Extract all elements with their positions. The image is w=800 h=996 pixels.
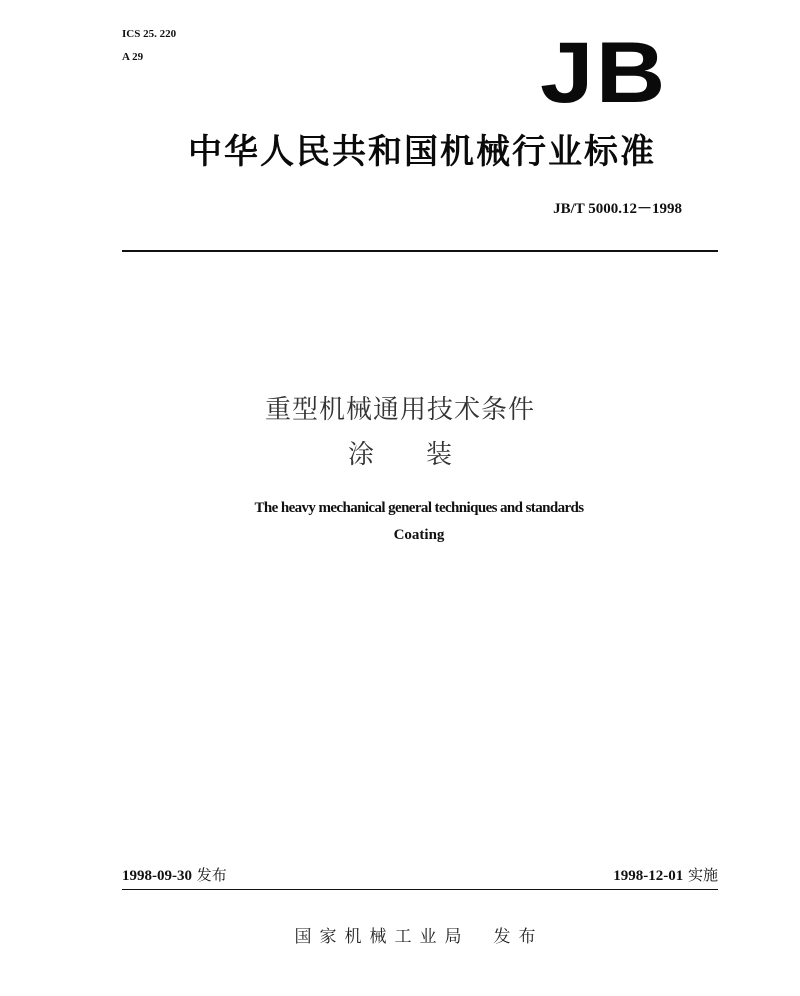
classification-code: A 29 xyxy=(122,51,144,63)
implement-date: 1998-12-01 xyxy=(613,868,684,884)
footer-divider xyxy=(122,889,718,890)
issuing-authority-line xyxy=(0,926,800,948)
ics-code: ICS 25. 220 xyxy=(122,28,177,40)
issuing-authority: 国家机械工业局 xyxy=(294,927,470,947)
document-subtitle-en: Coating xyxy=(393,527,445,543)
standard-authority-title: 中华人民共和国机械行业标准 xyxy=(188,132,656,172)
implement-label: 实施 xyxy=(687,866,718,884)
issue-date: 1998-09-30 xyxy=(122,868,192,884)
header-divider xyxy=(122,250,718,252)
implement-date-line xyxy=(613,866,718,885)
issue-label: 发布 xyxy=(196,866,227,884)
standard-number: JB/T 5000.12－1998 xyxy=(553,201,682,217)
issue-date-line xyxy=(122,866,227,885)
document-title-en: The heavy mechanical general techniques and standards xyxy=(254,500,584,516)
document-subtitle-zh: 涂 装 xyxy=(347,440,452,470)
jb-logo: JB xyxy=(540,25,668,121)
issuing-action: 发布 xyxy=(493,927,544,947)
document-title-zh: 重型机械通用技术条件 xyxy=(264,395,535,425)
